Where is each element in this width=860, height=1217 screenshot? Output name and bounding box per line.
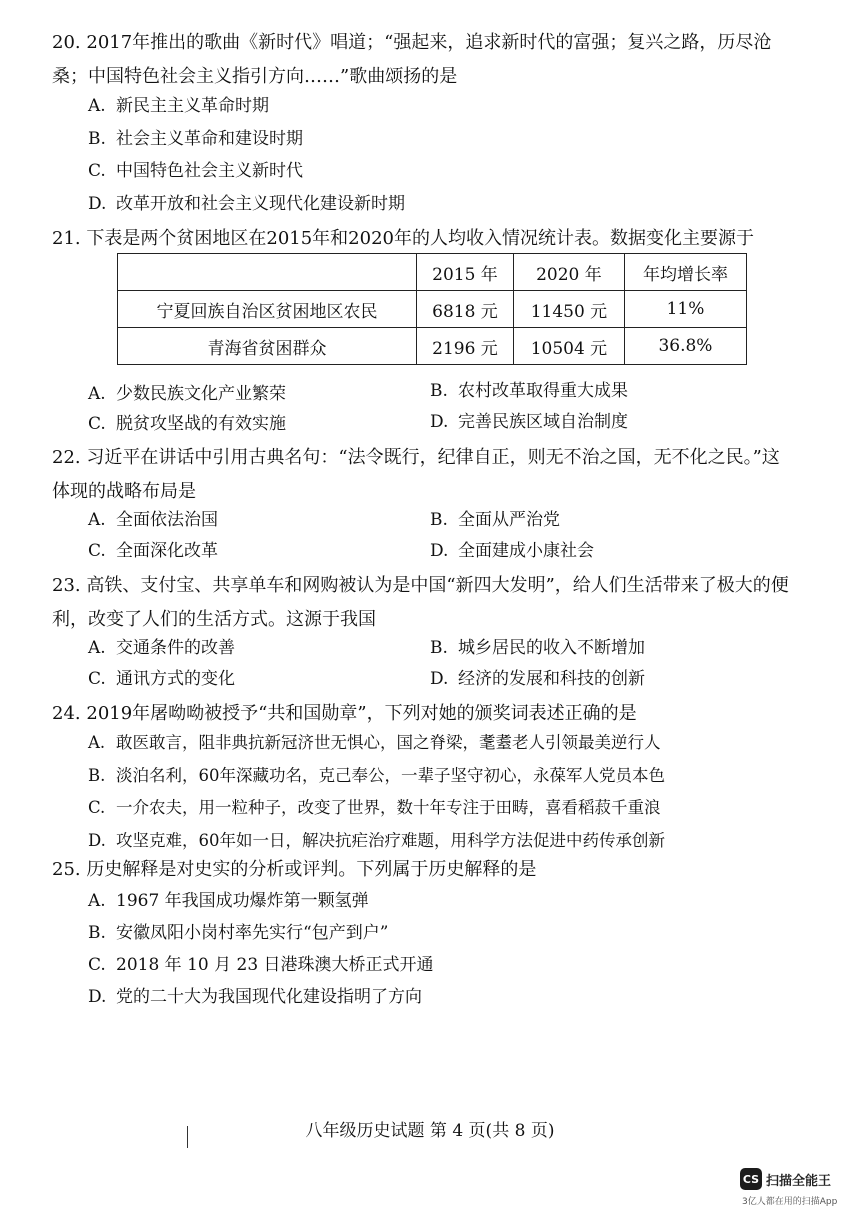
scanner-watermark [740, 1168, 831, 1190]
option-21-a: A. 少数民族文化产业繁荣 [88, 384, 286, 404]
question-number: 21. [52, 228, 81, 249]
question-number: 22. [52, 447, 81, 468]
question-20 [52, 26, 792, 94]
income-table [117, 253, 747, 365]
option-23-c: C. 通讯方式的变化 [88, 669, 235, 689]
option-24-a: A. 敢医敢言，阻非典抗新冠济世无惧心，国之脊梁，耄耋老人引领最美逆行人 [88, 733, 661, 752]
table-cell: 宁夏回族自治区贫困地区农民 [118, 291, 417, 328]
option-23-a: A. 交通条件的改善 [88, 638, 235, 658]
table-header-cell: 年均增长率 [624, 254, 746, 291]
option-25-b: B. 安徽凤阳小岗村率先实行“包产到户” [88, 923, 389, 943]
option-23-d: D. 经济的发展和科技的创新 [430, 669, 645, 689]
table-row [118, 291, 747, 328]
table-header-row [118, 254, 747, 291]
question-number: 24. [52, 703, 81, 724]
question-number: 20. [52, 32, 81, 53]
table-header-cell: 2020 年 [513, 254, 624, 291]
page-footer: 八年级历史试题 第 4 页(共 8 页) [305, 1121, 555, 1141]
question-number: 23. [52, 575, 81, 596]
question-22 [52, 441, 792, 509]
watermark-name: 扫描全能王 [766, 1173, 832, 1189]
question-number: 25. [52, 859, 81, 880]
question-stem: 高铁、支付宝、共享单车和网购被认为是中国“新四大发明”，给人们生活带来了极大的便利，改变了人们的生活方式。这源于我国 [52, 575, 789, 630]
table-cell: 10504 元 [513, 328, 624, 365]
question-stem: 下表是两个贫困地区在2015年和2020年的人均收入情况统计表。数据变化主要源于 [86, 228, 754, 249]
option-22-d: D. 全面建成小康社会 [430, 541, 594, 561]
table-cell: 6818 元 [417, 291, 514, 328]
question-stem: 2019年屠呦呦被授予“共和国勋章”，下列对她的颁奖词表述正确的是 [86, 703, 637, 724]
question-stem: 历史解释是对史实的分析或评判。下列属于历史解释的是 [86, 859, 537, 880]
option-20-d: D. 改革开放和社会主义现代化建设新时期 [88, 194, 405, 214]
option-21-d: D. 完善民族区域自治制度 [430, 412, 628, 432]
question-stem: 习近平在讲话中引用古典名句：“法令既行，纪律自正，则无不治之国，无不化之民。”这体现的战略布局是 [52, 447, 780, 502]
table-header-cell [118, 254, 417, 291]
table-cell: 11% [624, 291, 746, 328]
option-22-a: A. 全面依法治国 [88, 510, 218, 530]
table-row [118, 328, 747, 365]
option-25-a: A. 1967 年我国成功爆炸第一颗氢弹 [88, 891, 369, 911]
camscanner-icon: CS [740, 1168, 762, 1190]
option-23-b: B. 城乡居民的收入不断增加 [430, 638, 645, 658]
question-25 [52, 853, 792, 887]
option-24-d: D. 攻坚克难，60年如一日，解决抗疟治疗难题，用科学方法促进中药传承创新 [88, 831, 665, 850]
option-20-b: B. 社会主义革命和建设时期 [88, 129, 303, 149]
option-22-c: C. 全面深化改革 [88, 541, 218, 561]
table-cell: 2196 元 [417, 328, 514, 365]
table-cell: 青海省贫困群众 [118, 328, 417, 365]
table-cell: 11450 元 [513, 291, 624, 328]
option-22-b: B. 全面从严治党 [430, 510, 560, 530]
option-20-c: C. 中国特色社会主义新时代 [88, 161, 303, 181]
question-23 [52, 569, 792, 637]
option-20-a: A. 新民主主义革命时期 [88, 96, 269, 116]
option-21-c: C. 脱贫攻坚战的有效实施 [88, 414, 286, 434]
option-25-d: D. 党的二十大为我国现代化建设指明了方向 [88, 987, 422, 1007]
pen-mark [187, 1126, 190, 1148]
option-21-b: B. 农村改革取得重大成果 [430, 381, 628, 401]
question-21 [52, 222, 792, 256]
option-24-b: B. 淡泊名利，60年深藏功名，克己奉公，一辈子坚守初心，永葆军人党员本色 [88, 766, 665, 785]
table-header-cell: 2015 年 [417, 254, 514, 291]
question-stem: 2017年推出的歌曲《新时代》唱道；“强起来，追求新时代的富强；复兴之路，历尽沧桑；中国特色社会主义指引方向……”歌曲颂扬的是 [52, 32, 772, 87]
question-24 [52, 697, 792, 731]
option-25-c: C. 2018 年 10 月 23 日港珠澳大桥正式开通 [88, 955, 434, 975]
watermark-tagline: 3亿人都在用的扫描App [742, 1197, 838, 1207]
option-24-c: C. 一介农夫，用一粒种子，改变了世界，数十年专注于田畴，喜看稻菽千重浪 [88, 798, 661, 817]
table-cell: 36.8% [624, 328, 746, 365]
